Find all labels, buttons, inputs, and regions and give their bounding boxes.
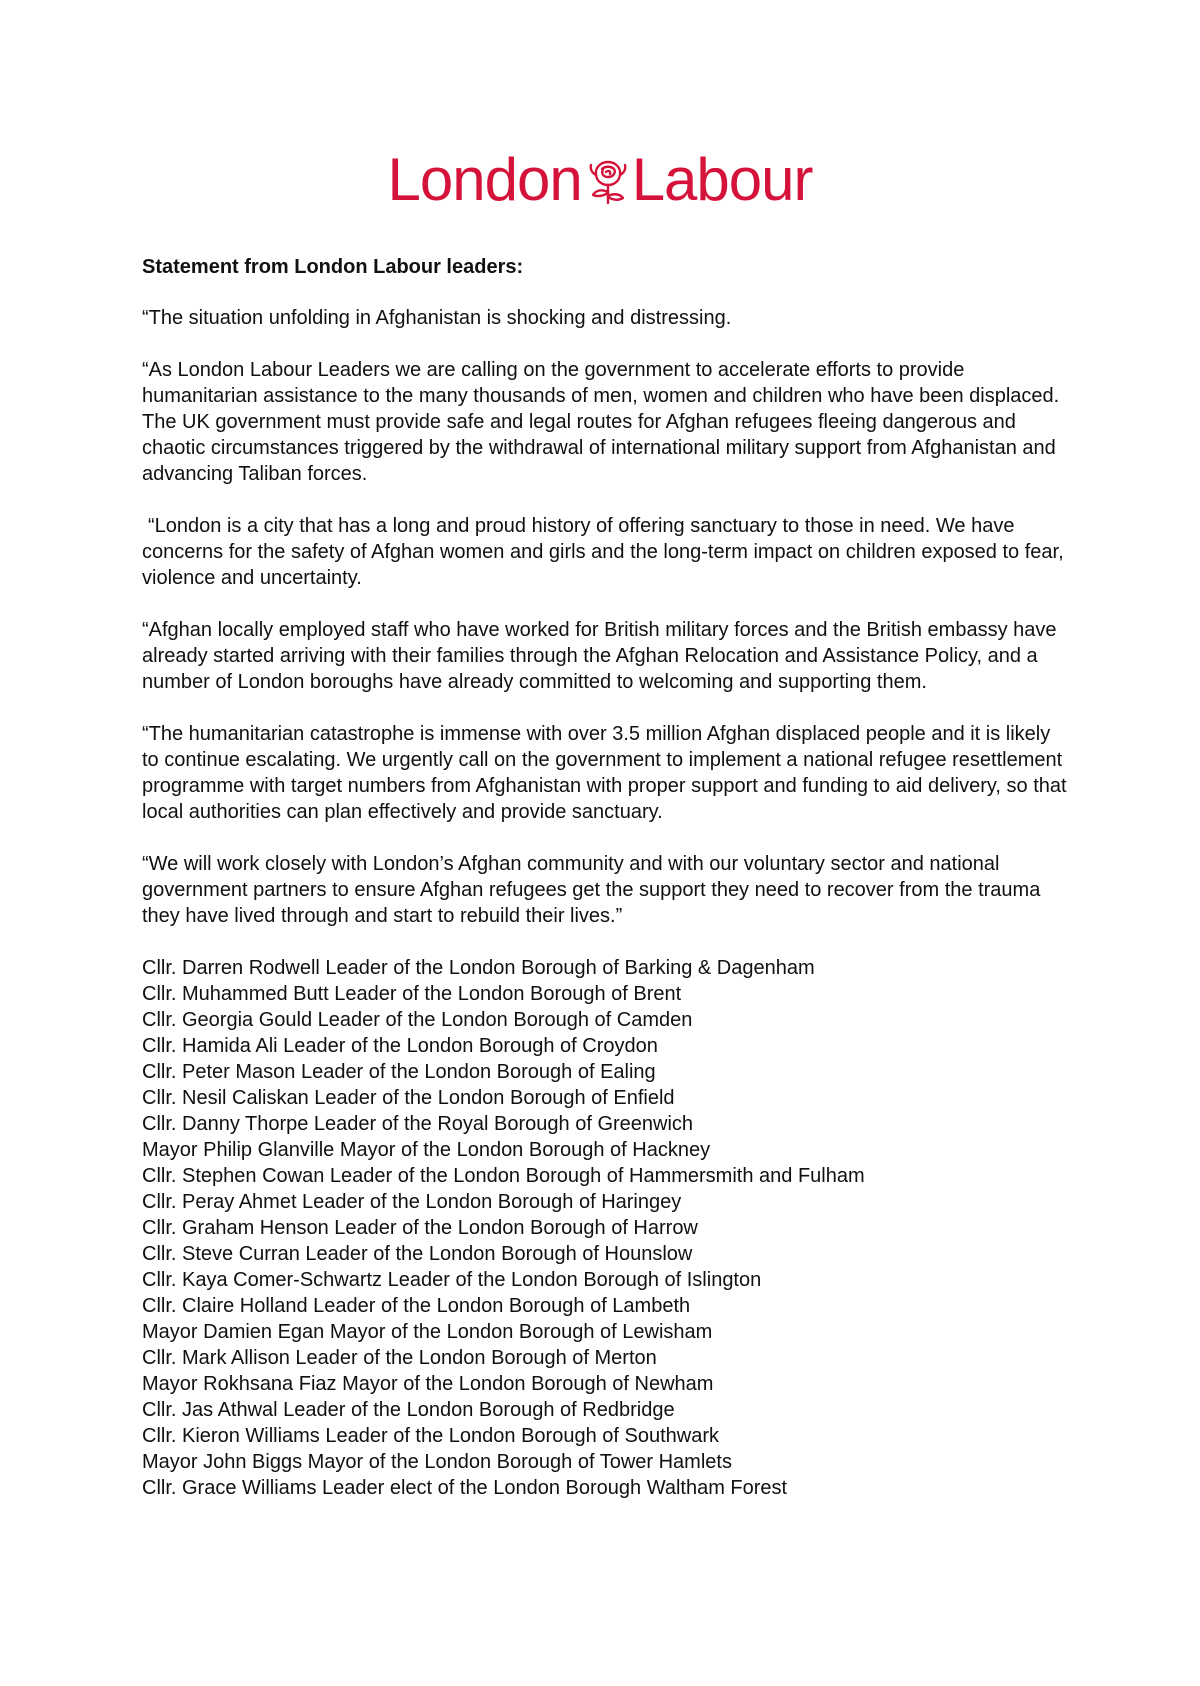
signatory: Mayor Rokhsana Fiaz Mayor of the London Borough of Newham — [142, 1373, 714, 1395]
paragraph-4: “Afghan locally employed staff who have worked for British military forces and the British embassy have already started arriving with their families through the Afghan Relocation and Assistance Policy, and a number of London boroughs have already committed to welcoming and supporting them. — [142, 619, 1057, 693]
signatory: Cllr. Graham Henson Leader of the London Borough of Harrow — [142, 1217, 698, 1239]
signatory: Cllr. Steve Curran Leader of the London Borough of Hounslow — [142, 1243, 693, 1265]
signatory: Cllr. Mark Allison Leader of the London Borough of Merton — [142, 1347, 657, 1369]
signatory: Cllr. Darren Rodwell Leader of the London Borough of Barking & Dagenham — [142, 957, 815, 979]
signatory: Mayor Damien Egan Mayor of the London Borough of Lewisham — [142, 1321, 713, 1343]
signatory: Cllr. Kaya Comer-Schwartz Leader of the London Borough of Islington — [142, 1269, 762, 1291]
london-labour-logo — [0, 140, 1200, 220]
logo-left-text: London — [387, 146, 582, 213]
signatory: Cllr. Jas Athwal Leader of the London Borough of Redbridge — [142, 1399, 675, 1421]
signatory: Cllr. Peter Mason Leader of the London Borough of Ealing — [142, 1061, 656, 1083]
signatory: Cllr. Muhammed Butt Leader of the London Borough of Brent — [142, 983, 682, 1005]
signatory: Cllr. Nesil Caliskan Leader of the London Borough of Enfield — [142, 1087, 675, 1109]
signatory: Cllr. Hamida Ali Leader of the London Borough of Croydon — [142, 1035, 658, 1057]
paragraph-5: “The humanitarian catastrophe is immense with over 3.5 million Afghan displaced people and it is likely to continue escalating. We urgently call on the government to implement a national refugee resettlement programme with target numbers from Afghanistan with proper support and funding to aid delivery, so that local authorities can plan effectively and provide sanctuary. — [142, 723, 1067, 823]
statement-body — [142, 254, 1072, 1501]
signatory: Mayor Philip Glanville Mayor of the London Borough of Hackney — [142, 1139, 711, 1161]
signatory: Cllr. Stephen Cowan Leader of the London Borough of Hammersmith and Fulham — [142, 1165, 865, 1187]
paragraph-3: “London is a city that has a long and proud history of offering sanctuary to those in need. We have concerns for the safety of Afghan women and girls and the long-term impact on children exposed to fear, violence and uncertainty. — [142, 515, 1064, 589]
signatory: Cllr. Georgia Gould Leader of the London Borough of Camden — [142, 1009, 693, 1031]
signatory: Cllr. Danny Thorpe Leader of the Royal Borough of Greenwich — [142, 1113, 694, 1135]
signatory: Cllr. Claire Holland Leader of the London Borough of Lambeth — [142, 1295, 691, 1317]
signatory-list — [142, 955, 1072, 1501]
paragraph-2: “As London Labour Leaders we are calling on the government to accelerate efforts to provide humanitarian assistance to the many thousands of men, women and children who have been displaced. The UK government must provide safe and legal routes for Afghan refugees fleeing dangerous and chaotic circumstances triggered by the withdrawal of international military support from Afghanistan and advancing Taliban forces. — [142, 359, 1060, 485]
logo-right-text: Labour — [631, 146, 813, 213]
paragraph-1: “The situation unfolding in Afghanistan is shocking and distressing. — [142, 307, 732, 329]
signatory: Cllr. Kieron Williams Leader of the London Borough of Southwark — [142, 1425, 719, 1447]
paragraph-6: “We will work closely with London’s Afghan community and with our voluntary sector and national government partners to ensure Afghan refugees get the support they need to recover from the trauma they have lived through and start to rebuild their lives.” — [142, 853, 1041, 927]
statement-heading: Statement from London Labour leaders: — [142, 256, 524, 278]
signatory: Cllr. Peray Ahmet Leader of the London Borough of Haringey — [142, 1191, 682, 1213]
signatory: Cllr. Grace Williams Leader elect of the London Borough Waltham Forest — [142, 1477, 788, 1499]
signatory: Mayor John Biggs Mayor of the London Borough of Tower Hamlets — [142, 1451, 732, 1473]
rose-icon — [586, 151, 630, 201]
